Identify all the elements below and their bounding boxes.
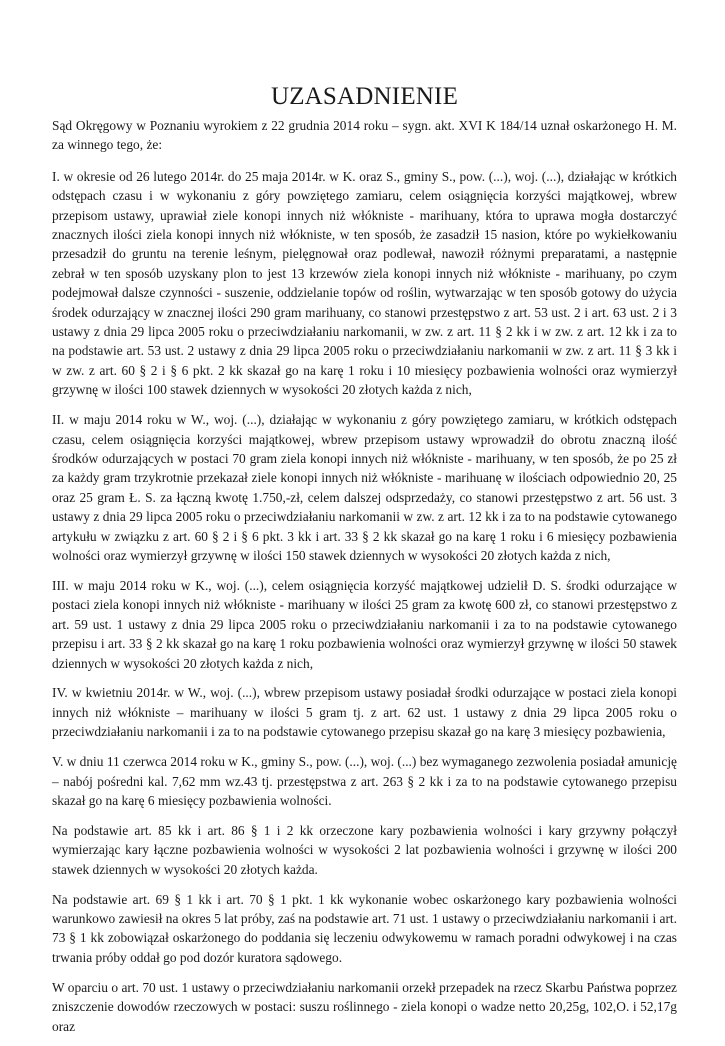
paragraph-intro: Sąd Okręgowy w Poznaniu wyrokiem z 22 grudnia 2014 roku – sygn. akt. XVI K 184/14 uznał oskarżonego H. M. za winnego tego, że: [52,118,677,153]
paragraph-count-5: V. w dniu 11 czerwca 2014 roku w K., gminy S., pow. (...), woj. (...) bez wymaganego zezwolenia posiadał amunicję – nabój pośredni kal. 7,62 mm wz.43 tj. przestępstwa z art. 263 § 2 kk i za to na podstawie cytowanego przepisu skazał go na karę 6 miesięcy pozbawienia wolności. [52,754,677,808]
paragraph-joint-sentence: Na podstawie art. 85 kk i art. 86 § 1 i 2 kk orzeczone kary pozbawienia wolności i kary grzywny połączył wymierzając kary łączne pozbawienia wolności w wysokości 2 lat pozbawienia wolności i grzywnę w ilości 200 stawek dziennych w wysokości 20 złotych każda. [52,822,677,877]
document-page [52,82,677,1046]
paragraph-count-4: IV. w kwietniu 2014r. w W., woj. (...), wbrew przepisom ustawy posiadał środki odurzające w postaci ziela konopi innych niż włókniste – marihuany w ilości 5 gram tj. z art. 62 ust. 1 ustawy z dnia 29 lipca 2005 roku o przeciwdziałaniu narkomanii i za to na podstawie cytowanego przepisu skazał go na karę 3 miesięcy pozbawienia, [52,685,677,740]
paragraph-count-1: I. w okresie od 26 lutego 2014r. do 25 maja 2014r. w K. oraz S., gminy S., pow. (...), woj. (...), działając w krótkich odstępach czasu i w wykonaniu z góry powziętego zamiaru, celem osiągnięcia korzyści majątkowej, wbrew przepisom ustawy, uprawiał ziele konopi innych niż włókniste - marihuany, która to uprawa mogła dostarczyć znacznych ilości ziela konopi innych niż włókniste, w ten sposób, że zasadził 15 nasion, które po wykiełkowaniu przesadził do gruntu na terenie leśnym, pielęgnował oraz podlewał, nawoził różnymi preparatami, a następnie zebrał w ten sposób uzyskany plon to jest 13 krzewów ziela konopi innych niż włókniste - marihuany, po czym podejmował dalsze czynności - suszenie, oddzielanie topów od roślin, wytwarzając w ten sposób gotowy do użycia środek odurzający w znacznej ilości 290 gram marihuany, co stanowi przestępstwo z art. 53 ust. 2 i art. 63 ust. 2 i 3 ustawy z dnia 29 lipca 2005 roku o przeciwdziałaniu narkomanii, w zw. z art. 11 § 2 kk i w zw. z art. 12 kk i za to na podstawie art. 53 ust. 2 ustawy z dnia 29 lipca 2005 roku o przeciwdziałaniu narkomanii w zw. z art. 11 § 3 kk i w zw. z art. 60 § 2 i § 6 pkt. 2 kk skazał go na karę 1 roku i 10 miesięcy pozbawienia wolności oraz wymierzył grzywnę w ilości 100 stawek dziennych w wysokości 20 złotych każda z nich, [52,168,677,398]
paragraph-suspension: Na podstawie art. 69 § 1 kk i art. 70 § 1 pkt. 1 kk wykonanie wobec oskarżonego kary pozbawienia wolności warunkowo zawiesił na okres 5 lat próby, zaś na podstawie art. 71 ust. 1 ustawy o przeciwdziałaniu narkomanii i art. 73 § 1 kk zobowiązał oskarżonego do poddania się leczeniu odwykowemu w ramach poradni odwykowej i na czas trwania próby oddał go pod dozór kuratora sądowego. [52,891,677,965]
paragraph-count-2: II. w maju 2014 roku w W., woj. (...), działając w wykonaniu z góry powziętego zamiaru, w krótkich odstępach czasu, celem osiągnięcia korzyści majątkowej, wbrew przepisom ustawy wprowadził do obrotu znaczną ilość środków odurzających w postaci 70 gram ziela konopi innych niż włókniste - marihuany, w ten sposób, że po 25 zł za każdy gram trzykrotnie przekazał ziele konopi innych niż włókniste - marihuanę w ilościach odpowiednio 20, 25 oraz 25 gram Ł. S. za łączną kwotę 1.750,-zł, celem dalszej odsprzedaży, co stanowi przestępstwo z art. 56 ust. 3 ustawy z dnia 29 lipca 2005 roku o przeciwdziałaniu narkomanii w zw. z art. 12 kk i za to na podstawie cytowanego artykułu w związku z art. 60 § 2 i § 6 pkt. 3 kk i art. 33 § 2 kk skazał go na karę 1 roku i 6 miesięcy pozbawienia wolności oraz wymierzył grzywnę w ilości 150 stawek dziennych w wysokości 20 złotych każda z nich, [52,412,677,564]
paragraph-forfeiture: W oparciu o art. 70 ust. 1 ustawy o przeciwdziałaniu narkomanii orzekł przepadek na rzecz Skarbu Państwa poprzez zniszczenie dowodów rzeczowych w postaci: suszu roślinnego - ziela konopi o wadze netto 20,25g, 102,O. i 52,17g oraz [52,979,677,1034]
paragraph-count-3: III. w maju 2014 roku w K., woj. (...), celem osiągnięcia korzyść majątkowej udzielił D. S. środki odurzające w postaci ziela konopi innych niż włókniste - marihuany w ilości 25 gram za kwotę 600 zł, co stanowi przestępstwo z art. 59 ust. 1 ustawy z dnia 29 lipca 2005 roku o przeciwdziałaniu narkomanii i za to na podstawie cytowanego przepisu i art. 33 § 2 kk skazał go na karę 1 roku pozbawienia wolności oraz wymierzył grzywnę w ilości 50 stawek dziennych w wysokości 20 złotych każda z nich, [52,577,677,671]
document-title: UZASADNIENIE [270,83,459,110]
